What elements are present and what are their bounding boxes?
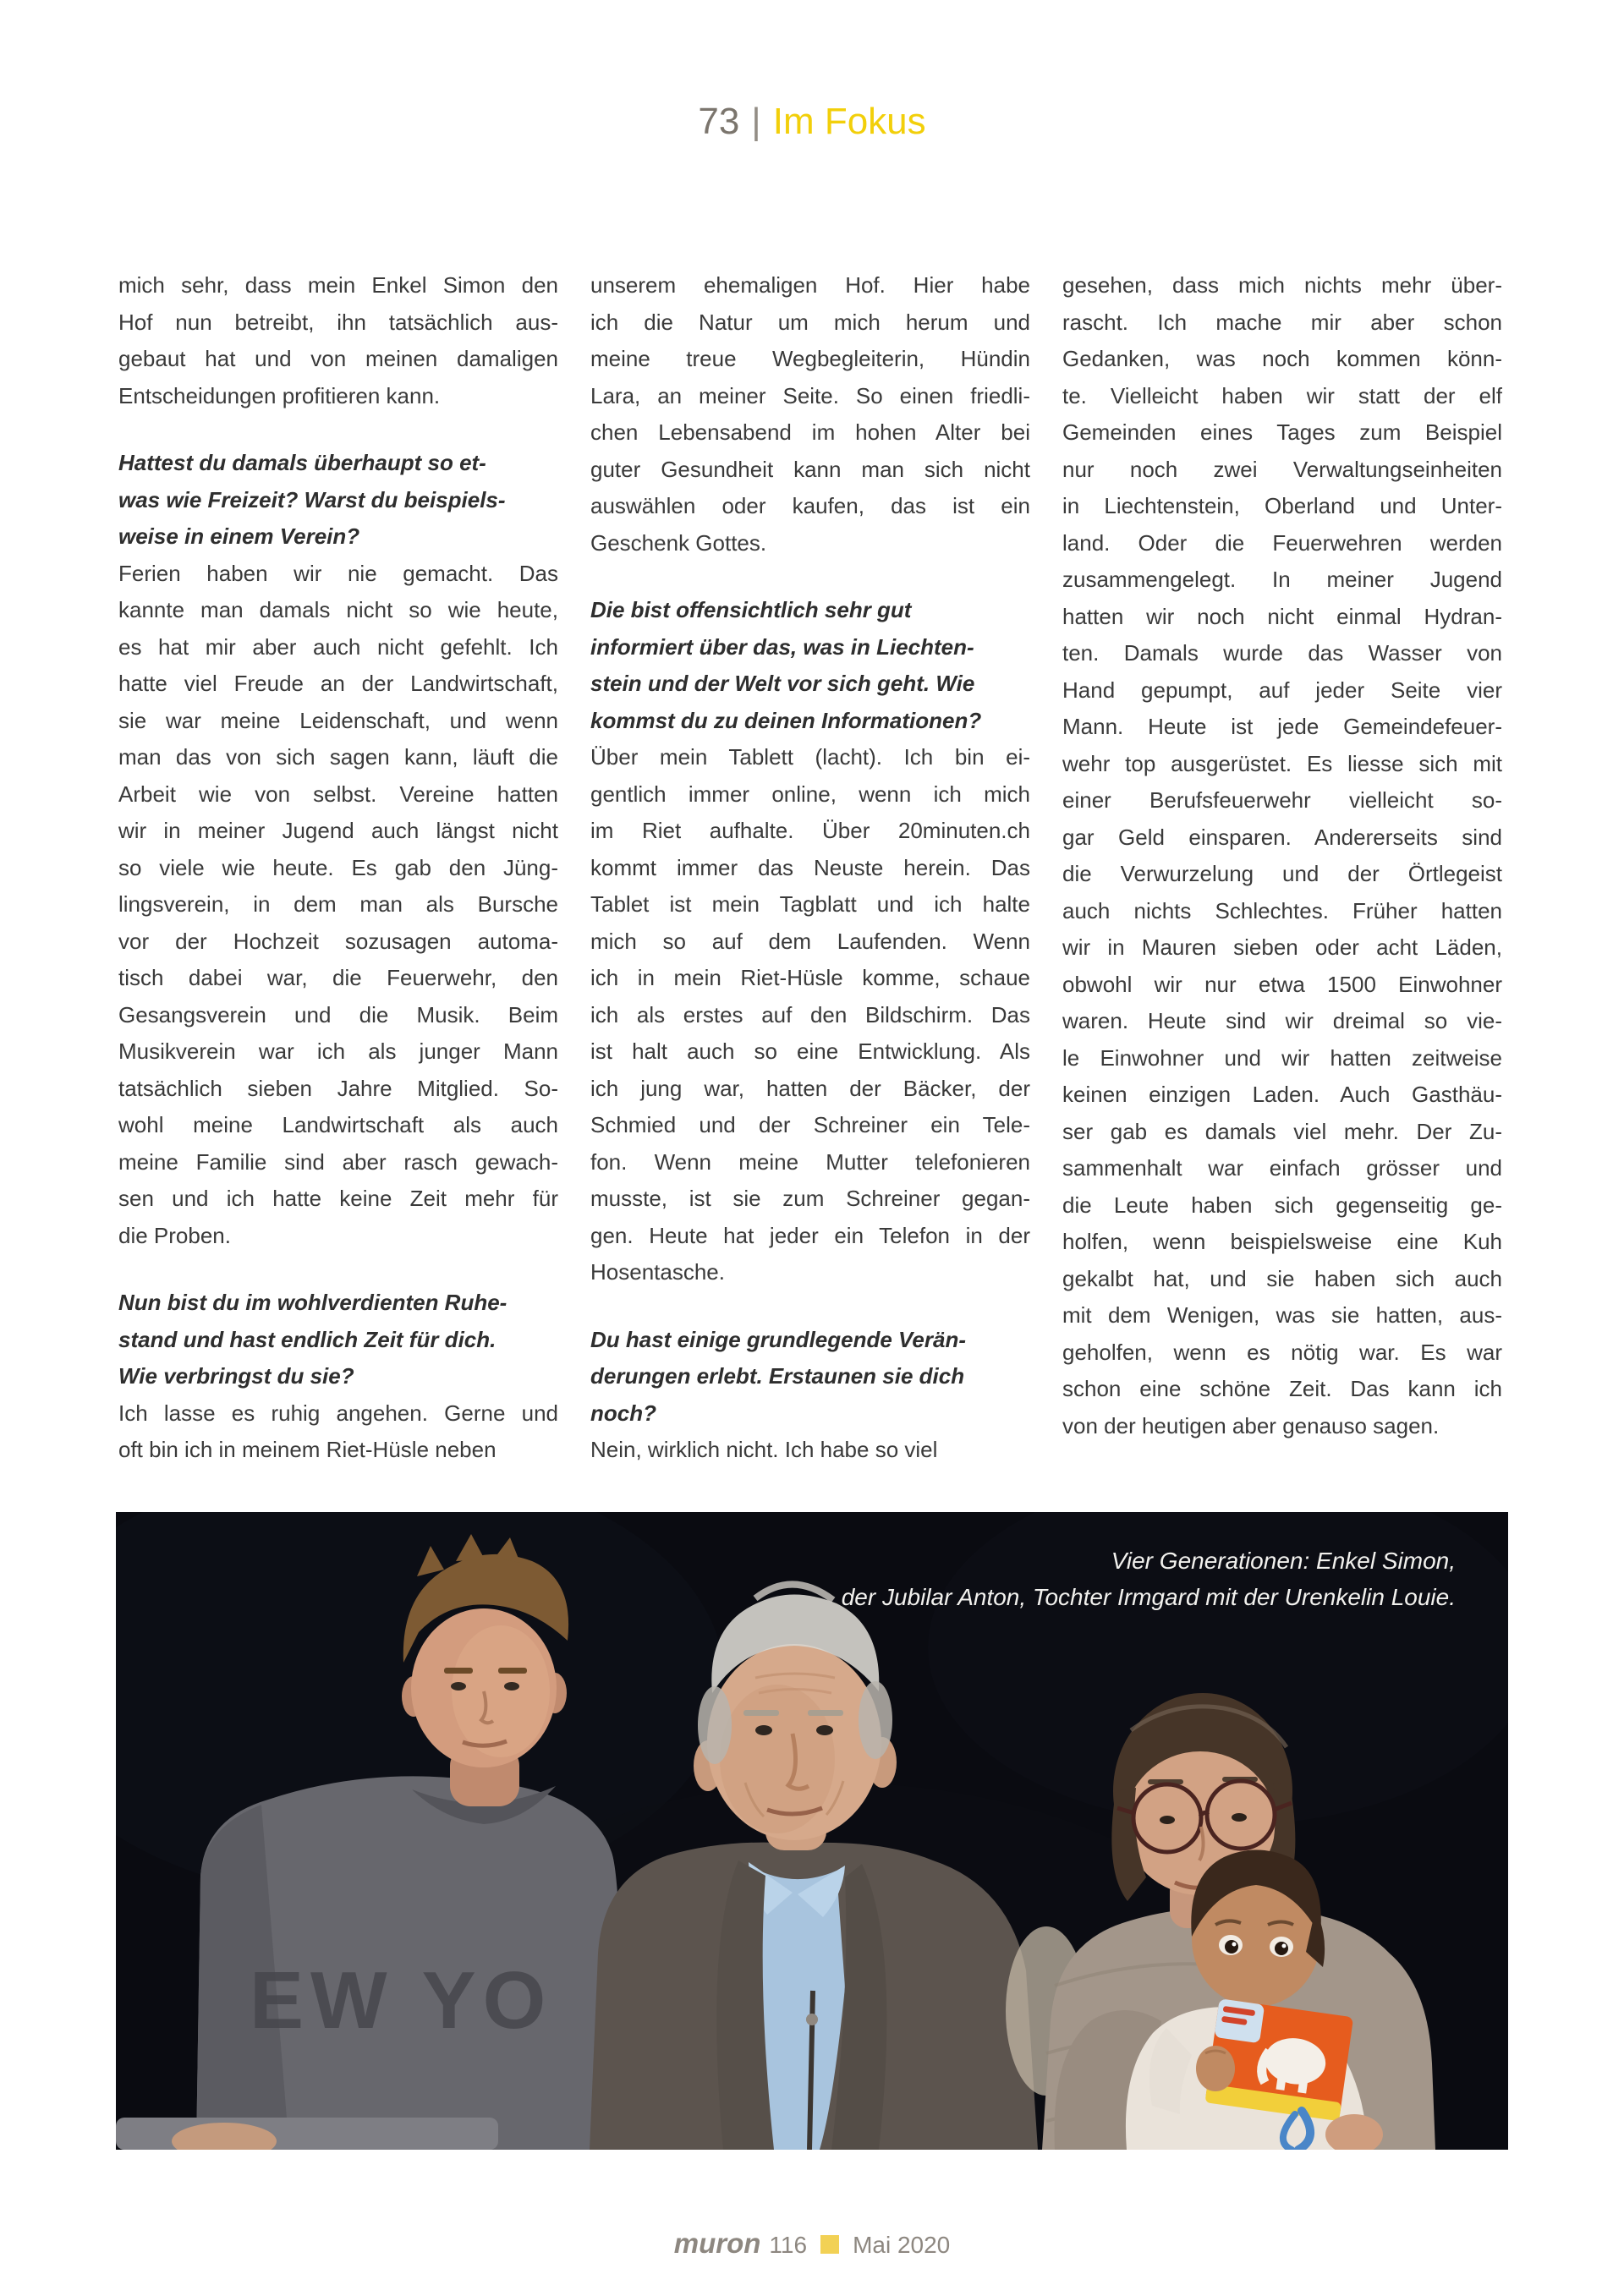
text-line: sie war meine Leidenschaft, und wenn xyxy=(118,707,558,733)
text-line: Wie verbringst du sie? xyxy=(118,1363,354,1389)
text-line: wir in Mauren sieben oder acht Läden, xyxy=(1062,934,1502,960)
text-line: mich sehr, dass mein Enkel Simon den xyxy=(118,272,558,298)
text-line: kannte man damals nicht so wie heute, xyxy=(118,597,558,622)
text-line: fon. Wenn meine Mutter telefonieren xyxy=(590,1148,1030,1175)
footer-square-icon xyxy=(820,2235,839,2254)
text-line: sammenhalt war einfach grösser und xyxy=(1062,1155,1502,1181)
text-line: informiert über das, was in Liechten- xyxy=(590,633,974,660)
interview-answer xyxy=(590,267,1030,562)
text-line: sen und ich hatte keine Zeit mehr für xyxy=(118,1186,558,1211)
text-line: einer Berufsfeuerwehr vielleicht so- xyxy=(1062,787,1502,813)
text-line: Gedanken, was noch kommen könn- xyxy=(1062,346,1502,371)
interview-question xyxy=(590,592,1030,739)
text-line: Ich lasse es ruhig angehen. Gerne und xyxy=(118,1400,558,1426)
text-line: zusammengelegt. In meiner Jugend xyxy=(1062,567,1502,592)
text-line: oft bin ich in meinem Riet-Hüsle neben xyxy=(118,1437,497,1462)
text-line: es hat mir aber auch nicht gefehlt. Ich xyxy=(118,633,558,660)
text-line: ich jung war, hatten der Bäcker, der xyxy=(590,1075,1030,1101)
text-line: Lara, an meiner Seite. So einen friedli- xyxy=(590,382,1030,408)
text-line: schon eine schöne Zeit. Das kann ich xyxy=(1062,1376,1502,1401)
text-line: unserem ehemaligen Hof. Hier habe xyxy=(590,272,1030,298)
text-line: Mann. Heute ist jede Gemeindefeuer- xyxy=(1062,714,1502,739)
page-number: 73 xyxy=(698,101,740,142)
text-line: Du hast einige grundlegende Verän- xyxy=(590,1326,966,1352)
article-column-3 xyxy=(1062,267,1502,1469)
text-line: in Liechtenstein, Oberland und Unter- xyxy=(1062,493,1502,518)
page-footer xyxy=(0,2229,1624,2260)
text-line: gen. Heute hat jeder ein Telefon in der xyxy=(590,1222,1030,1248)
article-columns xyxy=(118,267,1502,1469)
photo-caption xyxy=(842,1543,1456,1615)
text-line: Hosentasche. xyxy=(590,1259,725,1285)
text-line: ich als erstes auf den Bildschirm. Das xyxy=(590,1001,1030,1027)
text-line: kommt immer das Neuste herein. Das xyxy=(590,854,1030,880)
text-line: Hattest du damals überhaupt so et- xyxy=(118,450,486,475)
text-line: auswählen oder kaufen, das ist ein xyxy=(590,493,1030,518)
text-line: hatten wir noch nicht einmal Hydran- xyxy=(1062,603,1502,629)
text-line: Gemeinden eines Tages zum Beispiel xyxy=(1062,419,1502,445)
text-line: nur noch zwei Verwaltungseinheiten xyxy=(1062,456,1502,482)
text-line: geholfen, wenn es nötig war. Es war xyxy=(1062,1339,1502,1365)
tshirt-print-text: EW YO xyxy=(250,1955,553,2046)
text-line: ich die Natur um mich herum und xyxy=(590,309,1030,335)
interview-answer xyxy=(1062,267,1502,1444)
text-line: holfen, wenn beispielsweise eine Kuh xyxy=(1062,1229,1502,1254)
text-line: waren. Heute sind wir dreimal so vie- xyxy=(1062,1008,1502,1033)
article-column-1 xyxy=(118,267,558,1469)
family-photo xyxy=(116,1512,1508,2150)
interview-answer xyxy=(118,556,558,1255)
text-line: land. Oder die Feuerwehren werden xyxy=(1062,529,1502,556)
text-line: die Verwurzelung und der Örtlegeist xyxy=(1062,861,1502,886)
interview-answer xyxy=(118,267,558,414)
text-line: die Proben. xyxy=(118,1222,231,1248)
article-column-2 xyxy=(590,267,1030,1469)
text-line: Gesangsverein und die Musik. Beim xyxy=(118,1001,558,1027)
text-line: Die bist offensichtlich sehr gut xyxy=(590,597,912,622)
text-line: hatte viel Freude an der Landwirtschaft, xyxy=(118,671,558,696)
text-line: Musikverein war ich als junger Mann xyxy=(118,1038,558,1064)
text-line: Tablet ist mein Tagblatt und ich halte xyxy=(590,891,1030,917)
text-line: ten. Damals wurde das Wasser von xyxy=(1062,640,1502,666)
text-line: Ferien haben wir nie gemacht. Das xyxy=(118,560,558,586)
text-line: chen Lebensabend im hohen Alter bei xyxy=(590,419,1030,445)
text-line: gar Geld einsparen. Andererseits sind xyxy=(1062,824,1502,850)
text-line: wehr top ausgerüstet. Es liesse sich mit xyxy=(1062,750,1502,776)
photo-caption-line1: Vier Generationen: Enkel Simon, xyxy=(1111,1548,1456,1574)
text-line: Über mein Tablett (lacht). Ich bin ei- xyxy=(590,744,1030,770)
interview-question xyxy=(118,1285,558,1395)
text-line: man das von sich sagen kann, läuft die xyxy=(118,744,558,770)
text-line: ser gab es damals viel mehr. Der Zu- xyxy=(1062,1118,1502,1144)
magazine-name: muron xyxy=(673,2228,761,2259)
text-line: meine treue Wegbegleiterin, Hündin xyxy=(590,346,1030,371)
text-line: musste, ist sie zum Schreiner gegan- xyxy=(590,1186,1030,1211)
text-line: te. Vielleicht haben wir statt der elf xyxy=(1062,382,1502,408)
text-line: die Leute haben sich gegenseitig ge- xyxy=(1062,1192,1502,1218)
interview-answer xyxy=(590,739,1030,1291)
text-line: weise in einem Verein? xyxy=(118,523,360,549)
text-line: gesehen, dass mich nichts mehr über- xyxy=(1062,272,1502,298)
text-line: Schmied und der Schreiner ein Tele- xyxy=(590,1112,1030,1137)
text-line: noch? xyxy=(590,1400,656,1426)
text-line: Nein, wirklich nicht. Ich habe so viel xyxy=(590,1437,938,1462)
text-line: Hof nun betreibt, ihn tatsächlich aus- xyxy=(118,309,558,335)
photo-caption-line2: der Jubilar Anton, Tochter Irmgard mit der Urenkelin Louie. xyxy=(841,1584,1456,1610)
text-line: so viele wie heute. Es gab den Jüng- xyxy=(118,854,558,880)
text-line: rascht. Ich mache mir aber schon xyxy=(1062,309,1502,335)
text-line: im Riet aufhalte. Über 20minuten.ch xyxy=(590,818,1030,843)
text-line: wir in meiner Jugend auch längst nicht xyxy=(118,818,558,843)
text-line: ich in mein Riet-Hüsle komme, schaue xyxy=(590,965,1030,990)
text-line: vor der Hochzeit sozusagen automa- xyxy=(118,928,558,954)
text-line: Entscheidungen profitieren kann. xyxy=(118,382,441,408)
text-line: auch nichts Schlechtes. Früher hatten xyxy=(1062,897,1502,923)
text-line: Nun bist du im wohlverdienten Ruhe- xyxy=(118,1290,508,1315)
page-header xyxy=(0,100,1624,144)
header-separator: | xyxy=(751,101,761,142)
text-line: Geschenk Gottes. xyxy=(590,529,767,556)
interview-question xyxy=(590,1322,1030,1433)
text-line: wohl meine Landwirtschaft als auch xyxy=(118,1112,558,1137)
text-line: derungen erlebt. Erstaunen sie dich xyxy=(590,1363,965,1389)
text-line: Arbeit wie von selbst. Vereine hatten xyxy=(118,781,558,807)
text-line: guter Gesundheit kann man sich nicht xyxy=(590,456,1030,482)
text-line: mit dem Wenigen, was sie hatten, aus- xyxy=(1062,1302,1502,1328)
text-line: tatsächlich sieben Jahre Mitglied. So- xyxy=(118,1075,558,1101)
interview-question xyxy=(118,445,558,556)
text-line: kommst du zu deinen Informationen? xyxy=(590,707,982,733)
text-line: von der heutigen aber genauso sagen. xyxy=(1062,1412,1440,1438)
text-line: ist halt auch so eine Entwicklung. Als xyxy=(590,1038,1030,1064)
text-line: gekalbt hat, und sie haben sich auch xyxy=(1062,1265,1502,1291)
text-line: Hand gepumpt, auf jeder Seite vier xyxy=(1062,677,1502,703)
section-title: Im Fokus xyxy=(772,101,926,142)
text-line: meine Familie sind aber rasch gewach- xyxy=(118,1148,558,1175)
text-line: tisch dabei war, die Feuerwehr, den xyxy=(118,965,558,990)
issue-date: Mai 2020 xyxy=(853,2232,951,2258)
text-line: stand und hast endlich Zeit für dich. xyxy=(118,1326,497,1352)
issue-number: 116 xyxy=(769,2232,808,2258)
text-line: stein und der Welt vor sich geht. Wie xyxy=(590,671,975,696)
text-line: gentlich immer online, wenn ich mich xyxy=(590,781,1030,807)
text-line: gebaut hat und von meinen damaligen xyxy=(118,346,558,371)
interview-answer xyxy=(118,1395,558,1469)
text-line: mich so auf dem Laufenden. Wenn xyxy=(590,928,1030,954)
text-line: keinen einzigen Laden. Auch Gasthäu- xyxy=(1062,1082,1502,1107)
text-line: le Einwohner und wir hatten zeitweise xyxy=(1062,1044,1502,1071)
text-line: lingsverein, in dem man als Bursche xyxy=(118,891,558,917)
text-line: was wie Freizeit? Warst du beispiels- xyxy=(118,486,506,512)
text-line: obwohl wir nur etwa 1500 Einwohner xyxy=(1062,971,1502,997)
interview-answer xyxy=(590,1432,1030,1469)
